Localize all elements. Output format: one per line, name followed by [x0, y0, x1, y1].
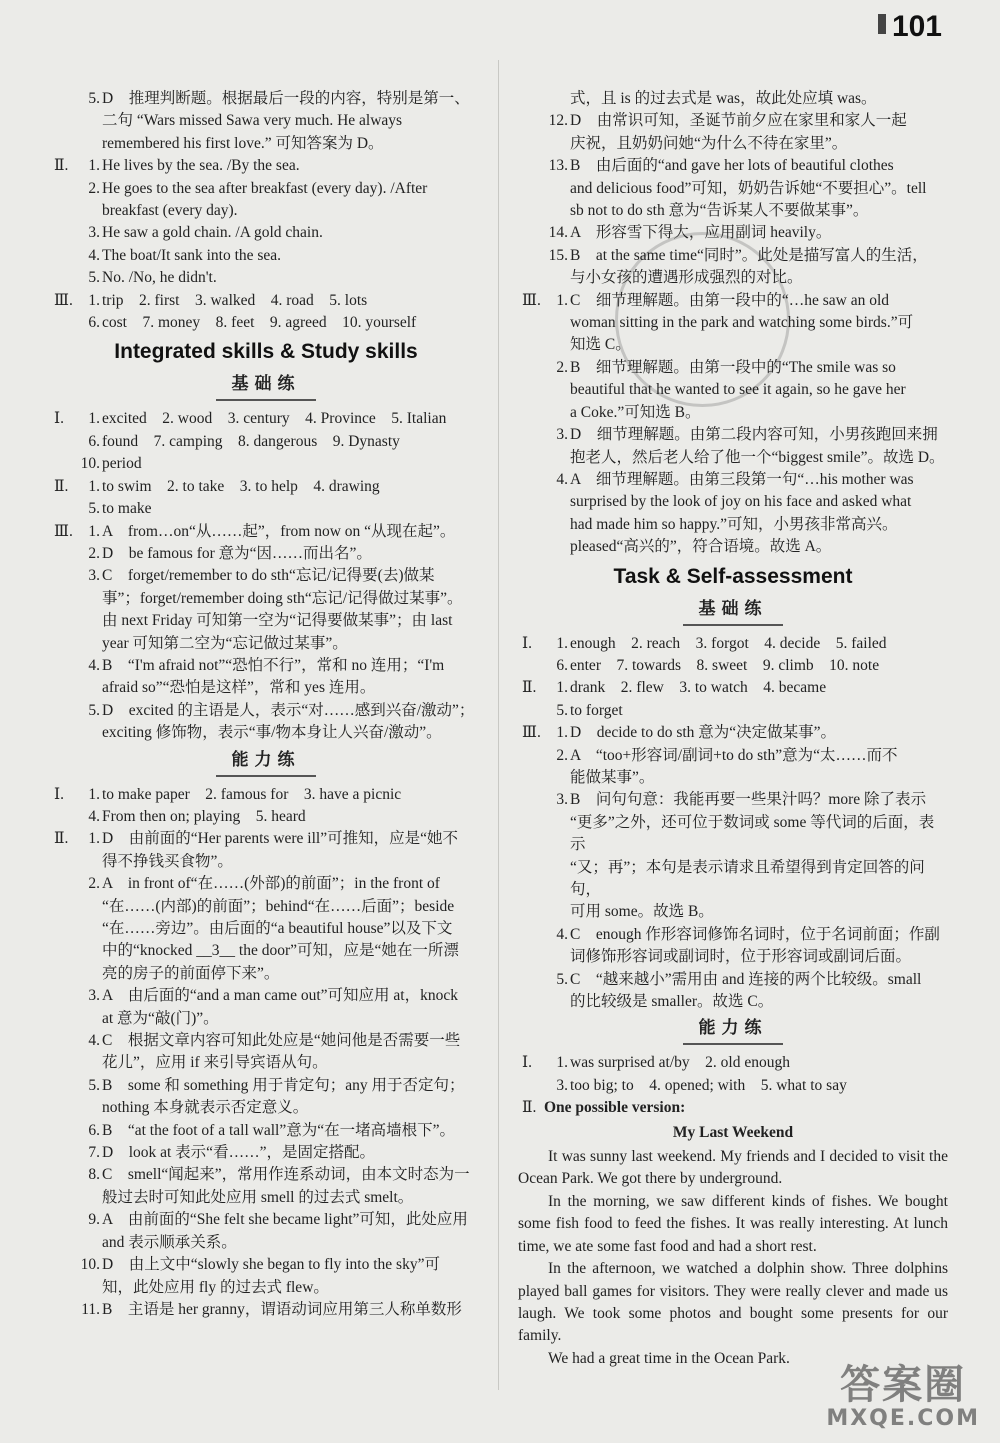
item-number: 3.: [88, 224, 100, 242]
answer-text: surprised by the look of joy on his face and asked what: [570, 493, 912, 511]
item-number: 4.: [88, 1032, 100, 1050]
answer-text: He saw a gold chain. /A gold chain.: [102, 224, 323, 242]
answer-text: “更多”之外，还可位于数词或 some 等代词的后面，表示: [570, 813, 935, 854]
answer-text: had made him so happy.”可知，小男孩非常高兴。: [570, 515, 898, 533]
answer-line: [518, 155, 948, 177]
answer-text: D be famous for 意为“因……而出名”。: [102, 544, 372, 562]
answer-line: [50, 543, 482, 565]
item-number: 2.: [556, 358, 568, 376]
item-number: 5.: [88, 701, 100, 719]
answer-text: 可用 some。故选 B。: [570, 903, 714, 921]
subtitle-ability: 能力练: [50, 748, 482, 772]
answer-text: 知，此处应用 fly 的过去式 flew。: [102, 1278, 329, 1296]
answer-line: [50, 588, 482, 610]
item-number: 1.: [88, 410, 100, 428]
answer-line: [50, 453, 482, 475]
item-number: 1.: [88, 522, 100, 540]
answer-text: B 问句句意：我能再要一些果汁吗？more 除了表示: [570, 791, 927, 809]
left-column: [50, 88, 482, 1321]
answer-text: B 由后面的“and gave her lots of beautiful clothes: [570, 157, 894, 175]
answer-text: trip 2. first 3. walked 4. road 5. lots: [102, 291, 368, 309]
answer-text: 词修饰形容词或副词时，位于形容词或副词后面。: [570, 948, 912, 966]
answer-text: C “越来越小”需用由 and 连接的两个比较级。small: [570, 970, 922, 988]
answer-line: [50, 1120, 482, 1142]
answer-text: “在……(内部)的前面”；behind“在……后面”；beside: [102, 897, 455, 915]
answer-text: 与小女孩的遭遇形成强烈的对比。: [570, 269, 803, 287]
answer-text: sb not to do sth 意为“告诉某人不要做某事”。: [570, 202, 869, 220]
answer-line: [50, 200, 482, 222]
column-divider: [498, 60, 499, 1390]
answer-line: [50, 896, 482, 918]
answer-text: at 意为“敲(门)”。: [102, 1009, 219, 1027]
answer-line: [50, 677, 482, 699]
answer-line: [518, 901, 948, 923]
answer-line: [50, 267, 482, 289]
answer-text: C smell“闻起来”，常用作连系动词，由本文时态为一: [102, 1166, 470, 1184]
item-number: 3.: [88, 567, 100, 585]
answer-text: D 由常识可知，圣诞节前夕应在家里和家人一起: [570, 112, 907, 130]
answer-line: [50, 88, 482, 110]
answer-line: [50, 1209, 482, 1231]
answer-line: [50, 963, 482, 985]
item-number: 1.: [556, 291, 568, 309]
answer-text: drank 2. flew 3. to watch 4. became: [570, 679, 827, 697]
answer-text: He lives by the sea. /By the sea.: [102, 157, 300, 175]
answer-text: A 由后面的“and a man came out”可知应用 at，knock: [102, 987, 458, 1005]
answers-block-4: [518, 88, 948, 559]
answer-line: [50, 722, 482, 744]
answer-text: D 细节理解题。由第二段内容可知，小男孩跑回来拥: [570, 426, 938, 444]
answer-line: [50, 610, 482, 632]
roman-numeral: Ⅲ.: [522, 724, 541, 742]
item-number: 6.: [88, 314, 100, 332]
item-number: 4.: [556, 925, 568, 943]
roman-numeral: Ⅱ.: [522, 679, 537, 697]
answer-text: remembered his first love.” 可知答案为 D。: [102, 134, 384, 152]
item-number: 1.: [88, 785, 100, 803]
item-number: 3.: [556, 426, 568, 444]
answer-line: [50, 655, 482, 677]
answer-line: [518, 469, 948, 491]
answer-text: enter 7. towards 8. sweet 9. climb 10. note: [570, 656, 880, 674]
answer-line: [50, 1299, 482, 1321]
item-number: 6.: [88, 1121, 100, 1139]
answer-line: [518, 447, 948, 469]
item-number: 7.: [88, 1144, 100, 1162]
answer-line: [518, 514, 948, 536]
answer-line: [518, 357, 948, 379]
answers-block-1: [50, 88, 482, 334]
answer-line: [518, 110, 948, 132]
item-number: 6.: [88, 432, 100, 450]
answer-text: 知选 C。: [570, 336, 631, 354]
answer-line: [50, 155, 482, 177]
roman-numeral: Ⅰ.: [54, 785, 64, 803]
item-number: 1.: [88, 291, 100, 309]
answer-text: C enough 作形容词修饰名词时，位于名词前面；作副: [570, 925, 940, 943]
answer-text: He goes to the sea after breakfast (every day). /After: [102, 179, 428, 197]
item-number: 5.: [88, 269, 100, 287]
answer-line: [518, 133, 948, 155]
item-number: 13.: [548, 157, 568, 175]
roman-numeral: Ⅲ.: [54, 291, 73, 309]
answer-text: 抱老人，然后老人给了他一个“biggest smile”。故选 D。: [570, 448, 945, 466]
answers-block-2: [50, 408, 482, 744]
essay-label: Ⅱ. One possible version:: [522, 1099, 686, 1117]
answer-text: D excited 的主语是人，表示“对……感到兴奋/激动”；: [102, 701, 475, 719]
item-number: 1.: [556, 1054, 568, 1072]
answer-text: nothing 本身就表示否定意义。: [102, 1099, 309, 1117]
answer-text: 般过去时可知此处应用 smell 的过去式 smelt。: [102, 1188, 414, 1206]
answer-line: [50, 1254, 482, 1276]
answer-text: cost 7. money 8. feet 9. agreed 10. yourself: [102, 314, 417, 332]
item-number: 6.: [556, 656, 568, 674]
answer-text: 由 next Friday 可知第一空为“记得要做某事”；由 last: [102, 612, 453, 630]
answer-text: A 细节理解题。由第三段第一句“…his mother was: [570, 470, 914, 488]
answer-text: From then on; playing 5. heard: [102, 807, 306, 825]
answer-line: [518, 222, 948, 244]
item-number: 3.: [556, 791, 568, 809]
answer-text: 亮的房子的前面停下来”。: [102, 964, 280, 982]
answer-text: year 可知第二空为“忘记做过某事”。: [102, 634, 348, 652]
sample-essay: [518, 1122, 948, 1370]
answer-text: to swim 2. to take 3. to help 4. drawing: [102, 477, 380, 495]
section-title-task: Task & Self-assessment: [613, 564, 853, 588]
answer-line: [518, 245, 948, 267]
answer-text: B some 和 something 用于肯定句；any 用于否定句；: [102, 1076, 465, 1094]
answer-line: [518, 379, 948, 401]
answer-text: “又；再”；本句是表示请求且希望得到肯定回答的问句，: [570, 858, 925, 898]
answer-line: [50, 476, 482, 498]
answer-line: [50, 873, 482, 895]
answer-text: C 细节理解题。由第一段中的“…he saw an old: [570, 291, 890, 309]
subtitle-ability-2: 能力练: [518, 1016, 948, 1040]
answer-line: [518, 290, 948, 312]
answer-text: to make: [102, 500, 152, 518]
answer-line: [518, 633, 948, 655]
roman-numeral: Ⅲ.: [522, 291, 541, 309]
answer-text: B 细节理解题。由第一段中的“The smile was so: [570, 358, 896, 376]
answer-text: D 由前面的“Her parents were ill”可推知，应是“她不: [102, 830, 458, 848]
answer-text: 能做某事”。: [570, 768, 655, 786]
answer-line: [50, 178, 482, 200]
right-column: [518, 88, 948, 1370]
item-number: 10.: [80, 1256, 100, 1274]
answer-text: breakfast (every day).: [102, 202, 238, 220]
answer-text: B at the same time“同时”。此处是描写富人的生活，: [570, 246, 928, 264]
answer-text: No. /No, he didn't.: [102, 269, 217, 287]
answer-line: [50, 1187, 482, 1209]
answer-line: [518, 722, 948, 744]
answer-line: [518, 700, 948, 722]
essay-paragraph: In the afternoon, we watched a dolphin show. Three dolphins played ball games for visitors. They were really clever and made us laugh. We took some photos and bought some presents for our family.: [518, 1260, 948, 1345]
answer-line: [50, 521, 482, 543]
answer-line: [518, 677, 948, 699]
answer-text: D look at 表示“看……”，是固定搭配。: [102, 1144, 375, 1162]
answer-text: 得不挣钱买食物”。: [102, 852, 233, 870]
item-number: 2.: [88, 875, 100, 893]
answer-text: 庆祝，且奶奶问她“为什么不待在家里”。: [570, 134, 848, 152]
item-number: 1.: [556, 679, 568, 697]
answer-text: D 由上文中“slowly she began to fly into the sky”可: [102, 1256, 440, 1274]
answer-text: beautiful that he wanted to see it again, so he gave her: [570, 381, 906, 399]
roman-numeral: Ⅲ.: [54, 522, 73, 540]
answer-line: [518, 267, 948, 289]
answers-block-6: [518, 1052, 948, 1097]
item-number: 9.: [88, 1211, 100, 1229]
answer-line: [50, 1097, 482, 1119]
answer-text: 事”；forget/remember doing sth“忘记/记得做过某事”。: [102, 589, 463, 607]
item-number: 5.: [88, 90, 100, 107]
subtitle-basic: 基础练: [50, 372, 482, 396]
answer-text: exciting 修饰物，表示“事/物本身让人兴奋/激动”。: [102, 724, 442, 742]
answer-line: [518, 312, 948, 334]
answer-text: was surprised at/by 2. old enough: [570, 1054, 790, 1072]
item-number: 2.: [556, 746, 568, 764]
answer-text: B 主语是 her granny，谓语动词应用第三人称单数形: [102, 1300, 462, 1318]
answer-line: [50, 1164, 482, 1186]
answer-line: [518, 402, 948, 424]
answer-line: [50, 828, 482, 850]
item-number: 3.: [88, 987, 100, 1005]
item-number: 5.: [88, 500, 100, 518]
answer-line: [518, 745, 948, 767]
answer-text: C forget/remember to do sth“忘记/记得要(去)做某: [102, 567, 435, 585]
roman-numeral: Ⅱ.: [54, 477, 69, 495]
answer-line: [518, 969, 948, 991]
item-number: 12.: [548, 112, 568, 130]
answers-block-5: [518, 633, 948, 1014]
item-number: 10.: [80, 455, 100, 473]
answer-line: [518, 946, 948, 968]
answer-line: [518, 789, 948, 811]
roman-numeral: Ⅰ.: [54, 410, 64, 428]
answer-line: [50, 1075, 482, 1097]
answer-text: The boat/It sank into the sea.: [102, 246, 282, 264]
answer-line: [50, 784, 482, 806]
answer-line: [50, 245, 482, 267]
answer-line: [518, 88, 948, 110]
answer-text: woman sitting in the park and watching some birds.”可: [570, 314, 914, 332]
roman-numeral: Ⅱ.: [54, 157, 69, 175]
answer-text: A 由前面的“She felt she became light”可知，此处应用: [102, 1211, 468, 1229]
answer-text: afraid so”“恐怕是这样”，常和 yes 连用。: [102, 679, 376, 697]
item-number: 1.: [556, 724, 568, 742]
answer-text: C 根据文章内容可知此处应是“她问他是否需要一些: [102, 1032, 461, 1050]
item-number: 4.: [88, 807, 100, 825]
item-number: 14.: [548, 224, 568, 242]
item-number: 2.: [88, 179, 100, 197]
answer-text: excited 2. wood 3. century 4. Province 5. Italian: [102, 410, 447, 428]
answer-text: a Coke.”可知选 B。: [570, 403, 701, 421]
essay-paragraph: We had a great time in the Ocean Park.: [548, 1349, 790, 1367]
answer-line: [50, 985, 482, 1007]
essay-paragraph: It was sunny last weekend. My friends and I decided to visit the Ocean Park. We got there by underground.: [518, 1148, 948, 1188]
answer-line: [50, 1008, 482, 1030]
item-number: 5.: [556, 701, 568, 719]
answers-block-3: [50, 784, 482, 1322]
item-number: 2.: [88, 544, 100, 562]
answer-line: [518, 424, 948, 446]
answer-line: [518, 178, 948, 200]
answer-line: [50, 565, 482, 587]
answer-line: [518, 536, 948, 558]
subtitle-basic-2: 基础练: [518, 597, 948, 621]
answer-text: A 形容雪下得大，应用副词 heavily。: [570, 224, 832, 242]
roman-numeral: Ⅱ.: [54, 830, 69, 848]
answer-text: B “at the foot of a tall wall”意为“在一堵高墙根下”。: [102, 1121, 455, 1139]
answer-line: [50, 940, 482, 962]
answer-text: A in front of“在……(外部)的前面”；in the front of: [102, 875, 440, 893]
essay-paragraph: In the morning, we saw different kinds of fishes. We bought some fish food to feed the fishes. It was really interesting. At lunch time, we ate some fast food and had a short rest.: [518, 1192, 948, 1255]
answer-text: B “I'm afraid not”“恐怕不行”，常和 no 连用；“I'm: [102, 656, 445, 674]
answer-line: [518, 1075, 948, 1097]
answer-text: enough 2. reach 3. forgot 4. decide 5. failed: [570, 634, 887, 652]
answer-line: [518, 812, 948, 857]
item-number: 1.: [88, 477, 100, 495]
item-number: 4.: [88, 656, 100, 674]
answer-line: [518, 857, 948, 902]
item-number: 11.: [81, 1300, 100, 1318]
item-number: 15.: [548, 246, 568, 264]
answer-text: period: [102, 455, 142, 473]
roman-numeral: Ⅰ.: [522, 1054, 532, 1072]
answer-text: and 表示顺承关系。: [102, 1233, 237, 1251]
answer-line: [518, 200, 948, 222]
item-number: 5.: [88, 1076, 100, 1094]
answer-line: [518, 767, 948, 789]
answer-line: [50, 633, 482, 655]
site-watermark: 答案圈 MXQE.COM: [826, 1362, 980, 1431]
answer-text: 中的“knocked __3__ the door”可知，应是“她在一所漂: [102, 942, 459, 960]
answer-line: [518, 991, 948, 1013]
answer-line: [50, 290, 482, 312]
answer-text: pleased“高兴的”，符合语境。故选 A。: [570, 538, 832, 556]
answer-text: 二句 “Wars missed Sawa very much. He always: [102, 112, 403, 130]
item-number: 4.: [556, 470, 568, 488]
answer-line: [518, 334, 948, 356]
answer-line: [50, 133, 482, 155]
answer-text: 花儿”，应用 if 来引导宾语从句。: [102, 1054, 328, 1072]
answer-line: [50, 1052, 482, 1074]
answer-text: D decide to do sth 意为“决定做某事”。: [570, 724, 837, 742]
answer-line: [518, 655, 948, 677]
answer-text: 的比较级是 smaller。故选 C。: [570, 993, 774, 1011]
answer-text: 式，且 is 的过去式是 was，故此处应填 was。: [570, 90, 877, 107]
answer-line: [50, 431, 482, 453]
answer-line: [50, 222, 482, 244]
item-number: 1.: [88, 830, 100, 848]
item-number: 8.: [88, 1166, 100, 1184]
answer-line: [50, 1030, 482, 1052]
item-number: 4.: [88, 246, 100, 264]
answer-text: to forget: [570, 701, 623, 719]
answer-line: [50, 1232, 482, 1254]
answer-text: found 7. camping 8. dangerous 9. Dynasty: [102, 432, 400, 450]
answer-line: [518, 924, 948, 946]
answer-line: [50, 110, 482, 132]
page-number: 101: [878, 10, 942, 44]
answer-line: [50, 408, 482, 430]
answer-text: D 推理判断题。根据最后一段的内容，特别是第一、: [102, 90, 470, 107]
item-number: 5.: [556, 970, 568, 988]
essay-title: My Last Weekend: [672, 1123, 794, 1141]
answer-text: and delicious food”可知，奶奶告诉她“不要担心”。tell: [570, 179, 927, 197]
answer-line: [50, 700, 482, 722]
answer-text: too big; to 4. opened; with 5. what to say: [570, 1076, 847, 1094]
roman-numeral: Ⅰ.: [522, 634, 532, 652]
item-number: 1.: [556, 634, 568, 652]
answer-text: “在……旁边”。由后面的“a beautiful house”以及下文: [102, 920, 453, 937]
section-title-integrated: Integrated skills & Study skills: [114, 340, 418, 364]
answer-line: [50, 918, 482, 940]
answer-line: [50, 1142, 482, 1164]
answer-line: [50, 806, 482, 828]
answer-text: A from…on“从……起”，from now on “从现在起”。: [102, 522, 456, 540]
answer-text: to make paper 2. famous for 3. have a picnic: [102, 785, 402, 803]
item-number: 3.: [556, 1076, 568, 1094]
item-number: 1.: [88, 157, 100, 175]
answer-text: A “too+形容词/副词+to do sth”意为“太……而不: [570, 746, 898, 764]
answer-line: [518, 491, 948, 513]
answer-line: [50, 851, 482, 873]
answer-line: [50, 312, 482, 334]
answer-line: [518, 1052, 948, 1074]
answer-line: [50, 1277, 482, 1299]
answer-line: [50, 498, 482, 520]
